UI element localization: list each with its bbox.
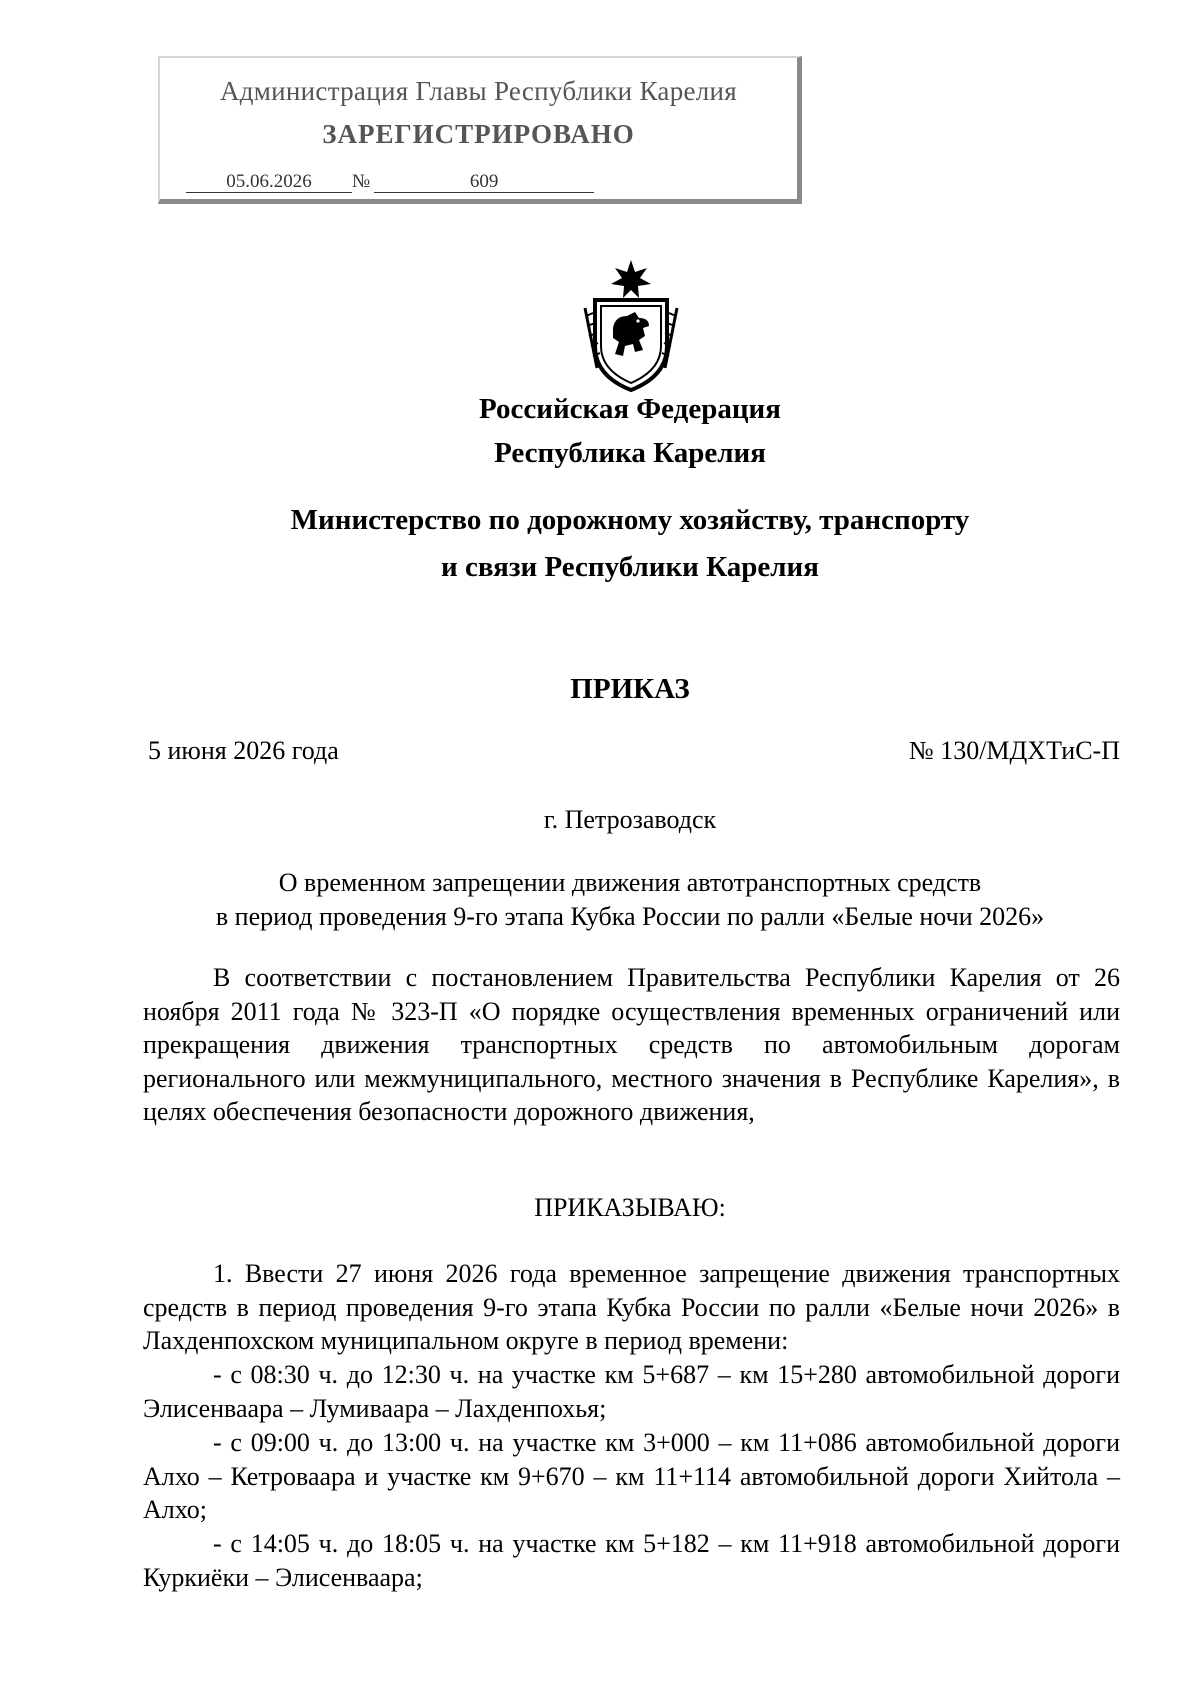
header-republic: Республика Карелия xyxy=(494,437,766,469)
stamp-number: 609 xyxy=(374,172,594,193)
document-date: 5 июня 2026 года xyxy=(148,736,339,765)
header-country: Российская Федерация xyxy=(479,393,781,425)
item-1-paragraph: 1. Ввести 27 июня 2026 года временное запрещение движения транспортных средств в период проведения 9-го этапа Кубка России по ралли «Белые ночи 2026» в Лахденпохском муниципальном округе в период времени: xyxy=(143,1259,1120,1355)
registration-stamp xyxy=(158,56,802,204)
list-item: - с 09:00 ч. до 13:00 ч. на участке км 3+000 – км 11+086 автомобильной дороги Алхо – Кетроваара и участке км 9+670 – км 11+114 автомобильной дороги Хийтола – Алхо; xyxy=(143,1428,1120,1524)
stamp-registered: ЗАРЕГИСТРИРОВАНО xyxy=(322,119,635,149)
stamp-authority: Администрация Главы Республики Карелия xyxy=(219,76,738,106)
document-city: г. Петрозаводск xyxy=(543,805,717,834)
subject-line2: в период проведения 9-го этапа Кубка России по ралли «Белые ночи 2026» xyxy=(215,902,1045,931)
list-item: - с 08:30 ч. до 12:30 ч. на участке км 5+687 – км 15+280 автомобильной дороги Элисенваара – Лумиваара – Лахденпохья; xyxy=(143,1360,1120,1423)
header-ministry-line1: Министерство по дорожному хозяйству, транспорту xyxy=(290,504,970,536)
document-number: № 130/МДХТиС-П xyxy=(908,736,1120,765)
coat-of-arms-icon xyxy=(583,258,679,394)
subject-line1: О временном запрещении движения автотранспортных средств xyxy=(278,868,982,897)
stamp-number-sign: № xyxy=(352,171,371,192)
stamp-date: 05.06.2026 xyxy=(186,172,352,193)
preamble-paragraph: В соответствии с постановлением Правительства Республики Карелия от 26 ноября 2011 года № 323-П «О порядке осуществления временных ограничений или прекращения движения транспортных средств по автомобильным дорогам регионального или межмуниципального, местного значения в Республике Карелия», в целях обеспечения безопасности дорожного движения, xyxy=(143,963,1120,1126)
decree-word: ПРИКАЗЫВАЮ: xyxy=(534,1193,726,1222)
document-type: ПРИКАЗ xyxy=(570,673,690,705)
stamp-registration-line xyxy=(186,171,594,193)
header-ministry-line2: и связи Республики Карелия xyxy=(441,551,819,583)
list-item: - с 14:05 ч. до 18:05 ч. на участке км 5+182 – км 11+918 автомобильной дороги Куркиёки – Элисенваара; xyxy=(143,1529,1120,1592)
